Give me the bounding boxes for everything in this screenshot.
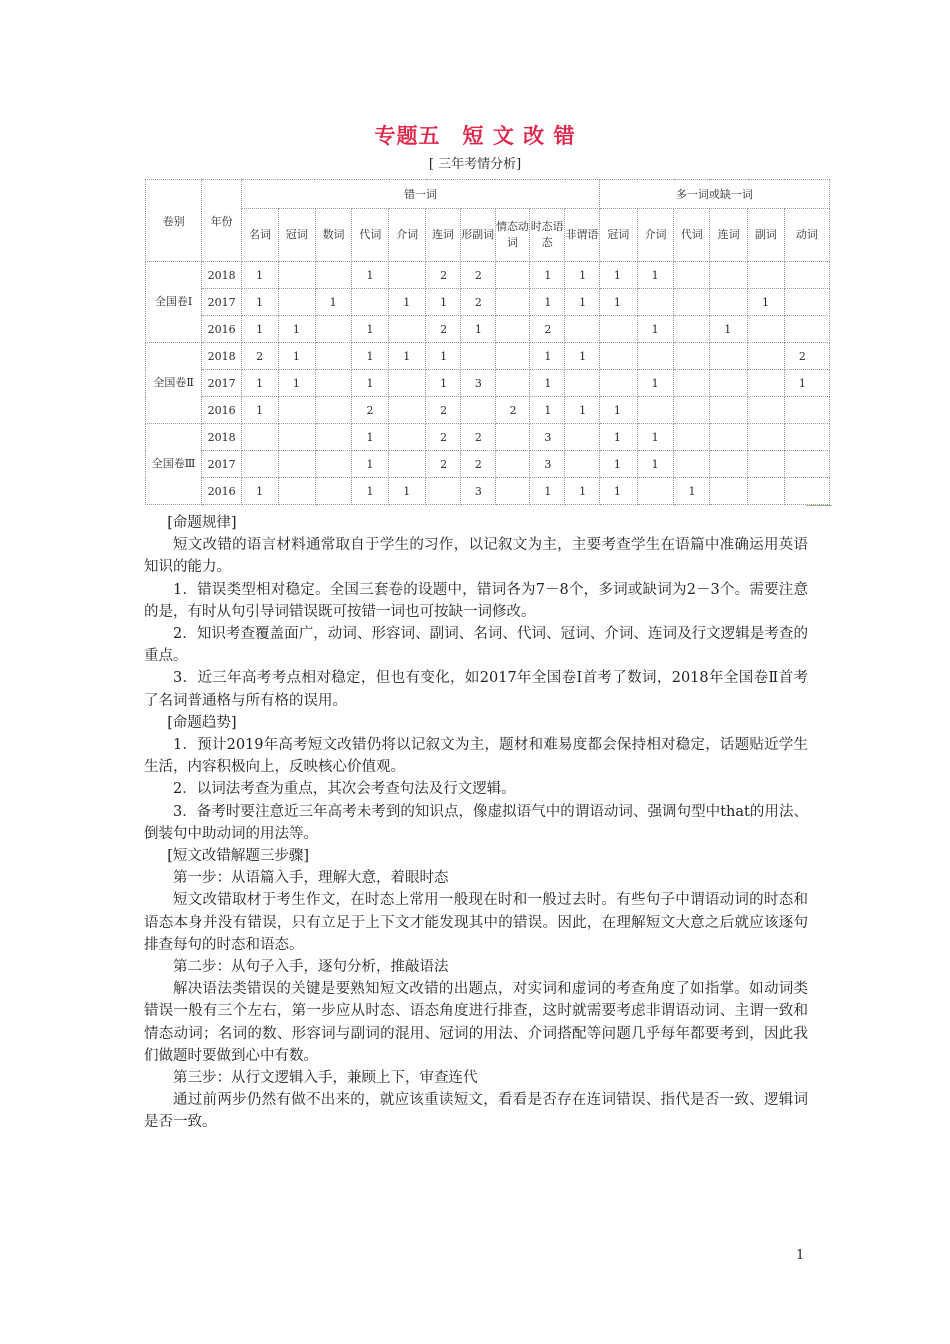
step-heading: 第三步：从行文逻辑入手，兼顾上下，审查连代 [173,1070,478,1087]
count-cell [637,289,674,316]
count-cell: 1 [352,343,389,370]
count-cell [784,316,829,343]
count-cell [495,316,530,343]
count-cell: 1 [599,262,637,289]
count-cell [710,289,748,316]
count-cell: 1 [389,289,426,316]
count-cell [495,370,530,397]
year-cell: 2018 [202,343,242,370]
count-cell [389,397,426,424]
count-cell: 2 [426,316,461,343]
count-cell: 1 [565,397,600,424]
count-cell [784,451,829,478]
count-cell [242,451,279,478]
count-cell [389,370,426,397]
count-cell [565,451,600,478]
count-cell [784,397,829,424]
exam-paper-label: 全国卷Ⅰ [146,262,202,343]
count-cell: 2 [426,262,461,289]
paragraph: 3．备考时要注意近三年高考未考到的知识点，像虚拟语气中的谓语动词、强调句型中that的用法、倒装句中助动词的用法等。 [144,803,808,842]
count-cell [710,424,748,451]
count-cell: 2 [784,343,829,370]
count-cell [315,478,352,505]
column-header-row [146,209,830,262]
table-row [146,397,830,424]
year-cell: 2018 [202,424,242,451]
count-cell: 1 [674,478,710,505]
count-cell: 1 [242,316,279,343]
count-cell [748,424,785,451]
table-row [146,478,830,505]
count-cell: 1 [242,397,279,424]
count-cell: 2 [460,289,495,316]
exam-paper-label: 全国卷Ⅱ [146,343,202,424]
count-cell: 1 [565,478,600,505]
count-cell [278,289,315,316]
count-cell [278,397,315,424]
count-cell [278,478,315,505]
count-cell [748,343,785,370]
count-cell [710,451,748,478]
count-cell: 3 [530,451,565,478]
count-cell [674,397,710,424]
header-juan: 卷别 [146,180,202,262]
table-row [146,289,830,316]
count-cell: 1 [710,316,748,343]
count-cell [674,289,710,316]
count-cell: 1 [352,316,389,343]
count-cell [565,370,600,397]
count-cell [748,451,785,478]
step-heading: 第二步：从句子入手，逐句分析，推敲语法 [173,959,449,976]
count-cell: 2 [426,451,461,478]
count-cell [389,262,426,289]
count-cell [748,397,785,424]
count-cell: 1 [530,289,565,316]
section-heading: [命题趋势] [167,714,237,731]
col-header: 动词 [784,209,829,262]
count-cell [674,370,710,397]
count-cell: 1 [599,289,637,316]
count-cell [278,424,315,451]
count-cell: 1 [315,289,352,316]
count-cell: 1 [352,262,389,289]
count-cell: 1 [389,478,426,505]
col-header: 冠词 [599,209,637,262]
count-cell [242,424,279,451]
col-header: 数词 [315,209,352,262]
count-cell: 1 [565,289,600,316]
col-header: 连词 [426,209,461,262]
count-cell [748,262,785,289]
count-cell: 1 [530,343,565,370]
count-cell [637,478,674,505]
count-cell [315,451,352,478]
count-cell: 1 [599,451,637,478]
count-cell: 2 [352,397,389,424]
count-cell [495,289,530,316]
count-cell: 1 [565,343,600,370]
count-cell: 3 [530,424,565,451]
count-cell: 1 [426,343,461,370]
count-cell: 1 [426,370,461,397]
count-cell: 1 [242,289,279,316]
table-row [146,451,830,478]
count-cell: 1 [599,397,637,424]
count-cell [315,316,352,343]
count-cell [426,478,461,505]
col-header: 冠词 [278,209,315,262]
section-heading: [命题规律] [167,515,237,531]
count-cell: 1 [637,316,674,343]
count-cell [599,316,637,343]
count-cell [784,478,829,505]
count-cell [784,289,829,316]
table-row [146,343,830,370]
decorative-divider [806,505,832,506]
table-row [146,316,830,343]
count-cell [674,424,710,451]
exam-stats-table [145,179,830,505]
count-cell: 1 [599,478,637,505]
count-cell: 2 [495,397,530,424]
count-cell [674,451,710,478]
count-cell [278,451,315,478]
count-cell [495,424,530,451]
header-year: 年份 [202,180,242,262]
count-cell [460,397,495,424]
count-cell: 1 [530,397,565,424]
count-cell: 1 [530,370,565,397]
page-number: 1 [796,1248,805,1263]
section-heading: [短文改错解题三步骤] [167,848,310,865]
count-cell [674,262,710,289]
count-cell [599,370,637,397]
count-cell [315,343,352,370]
count-cell [389,424,426,451]
table-row [146,370,830,397]
count-cell: 3 [460,478,495,505]
count-cell [710,262,748,289]
count-cell [315,397,352,424]
count-cell: 1 [389,343,426,370]
count-cell: 1 [278,370,315,397]
paragraph: 1．错误类型相对稳定。全国三套卷的设题中，错词各为7－8个，多词或缺词为2－3个。需要注意的是，有时从句引导词错误既可按错一词也可按缺一词修改。 [144,581,808,620]
count-cell [784,262,829,289]
section-subtitle: [ 三年考情分析] [428,157,522,172]
count-cell [460,343,495,370]
paragraph: 短文改错的语言材料通常取自于学生的习作，以记叙文为主，主要考查学生在语篇中准确运用英语知识的能力。 [144,537,808,576]
year-cell: 2017 [202,451,242,478]
paragraph: 通过前两步仍然有做不出来的，就应该重读短文，看看是否存在连词错误、指代是否一致、逻辑词是否一致。 [144,1092,808,1131]
count-cell [710,478,748,505]
count-cell: 2 [530,316,565,343]
count-cell: 1 [599,424,637,451]
count-cell [710,343,748,370]
count-cell [315,424,352,451]
count-cell: 1 [242,370,279,397]
year-cell: 2018 [202,262,242,289]
count-cell: 1 [242,262,279,289]
count-cell [784,424,829,451]
count-cell [599,343,637,370]
count-cell [748,316,785,343]
count-cell: 1 [352,478,389,505]
count-cell: 1 [637,451,674,478]
count-cell [389,451,426,478]
count-cell: 1 [784,370,829,397]
count-cell [352,289,389,316]
count-cell [674,343,710,370]
count-cell: 3 [460,370,495,397]
count-cell: 1 [530,262,565,289]
step-heading: 第一步：从语篇入手，理解大意，着眼时态 [173,870,449,887]
count-cell [278,262,315,289]
table-row [146,424,830,451]
count-cell [389,316,426,343]
col-header: 时态语态 [530,209,565,262]
year-cell: 2016 [202,397,242,424]
col-header: 副词 [748,209,785,262]
count-cell [674,316,710,343]
count-cell: 2 [460,262,495,289]
count-cell [495,478,530,505]
count-cell [495,262,530,289]
count-cell [565,316,600,343]
count-cell [637,343,674,370]
year-cell: 2017 [202,289,242,316]
count-cell: 2 [426,397,461,424]
paragraph: 解决语法类错误的关键是要熟知短文改错的出题点，对实词和虚词的考查角度了如指掌。如动词类错误一般有三个左右，第一步应从时态、语态角度进行排查，这时就需要考虑非谓语动词、主谓一致和情态动词；名词的数、形容词与副词的混用、冠词的用法、介词搭配等问题几乎每年都要考到，因此我们做题时要做到心中有数。 [144,981,808,1064]
count-cell [710,397,748,424]
paragraph: 短文改错取材于考生作文，在时态上常用一般现在时和一般过去时。有些句子中谓语动词的时态和语态本身并没有错误，只有立足于上下文才能发现其中的错误。因此，在理解短文大意之后就应该逐句排查每句的时态和语态。 [144,892,808,953]
count-cell: 1 [565,262,600,289]
col-header: 代词 [674,209,710,262]
col-header: 介词 [637,209,674,262]
page-title: 专题五 短 文 改 错 [374,124,576,148]
count-cell: 2 [460,451,495,478]
count-cell [495,343,530,370]
year-cell: 2016 [202,316,242,343]
paragraph: 2．以词法考查为重点，其次会考查句法及行文逻辑。 [173,781,516,798]
header-group-extra-missing: 多一词或缺一词 [599,180,829,209]
col-header: 形副词 [460,209,495,262]
col-header: 名词 [242,209,279,262]
count-cell [315,262,352,289]
paragraph: 2．知识考查覆盖面广，动词、形容词、副词、名词、代词、冠词、介词、连词及行文逻辑是考查的重点。 [144,626,808,665]
count-cell: 1 [278,343,315,370]
count-cell [710,370,748,397]
year-cell: 2016 [202,478,242,505]
count-cell [495,451,530,478]
count-cell [748,370,785,397]
count-cell [748,478,785,505]
count-cell: 1 [637,424,674,451]
count-cell: 1 [460,316,495,343]
count-cell [315,370,352,397]
article-body [144,512,808,1134]
count-cell: 1 [278,316,315,343]
col-header: 介词 [389,209,426,262]
count-cell: 1 [352,451,389,478]
count-cell: 1 [530,478,565,505]
count-cell: 2 [460,424,495,451]
count-cell: 2 [242,343,279,370]
count-cell: 1 [242,478,279,505]
count-cell [565,424,600,451]
count-cell: 1 [352,370,389,397]
count-cell: 1 [748,289,785,316]
count-cell: 1 [637,262,674,289]
count-cell: 2 [426,424,461,451]
exam-paper-label: 全国卷Ⅲ [146,424,202,505]
year-cell: 2017 [202,370,242,397]
paragraph: 1．预计2019年高考短文改错仍将以记叙文为主，题材和难易度都会保持相对稳定，话题贴近学生生活，内容积极向上，反映核心价值观。 [144,737,808,776]
count-cell: 1 [352,424,389,451]
paragraph: 3．近三年高考考点相对稳定，但也有变化，如2017年全国卷Ⅰ首考了数词，2018年全国卷Ⅱ首考了名词普通格与所有格的误用。 [144,670,808,709]
count-cell [637,397,674,424]
header-group-wrong-word: 错一词 [242,180,600,209]
count-cell: 1 [637,370,674,397]
col-header: 非谓语 [565,209,600,262]
table-row [146,262,830,289]
col-header: 情态动词 [495,209,530,262]
count-cell: 1 [426,289,461,316]
col-header: 连词 [710,209,748,262]
col-header: 代词 [352,209,389,262]
